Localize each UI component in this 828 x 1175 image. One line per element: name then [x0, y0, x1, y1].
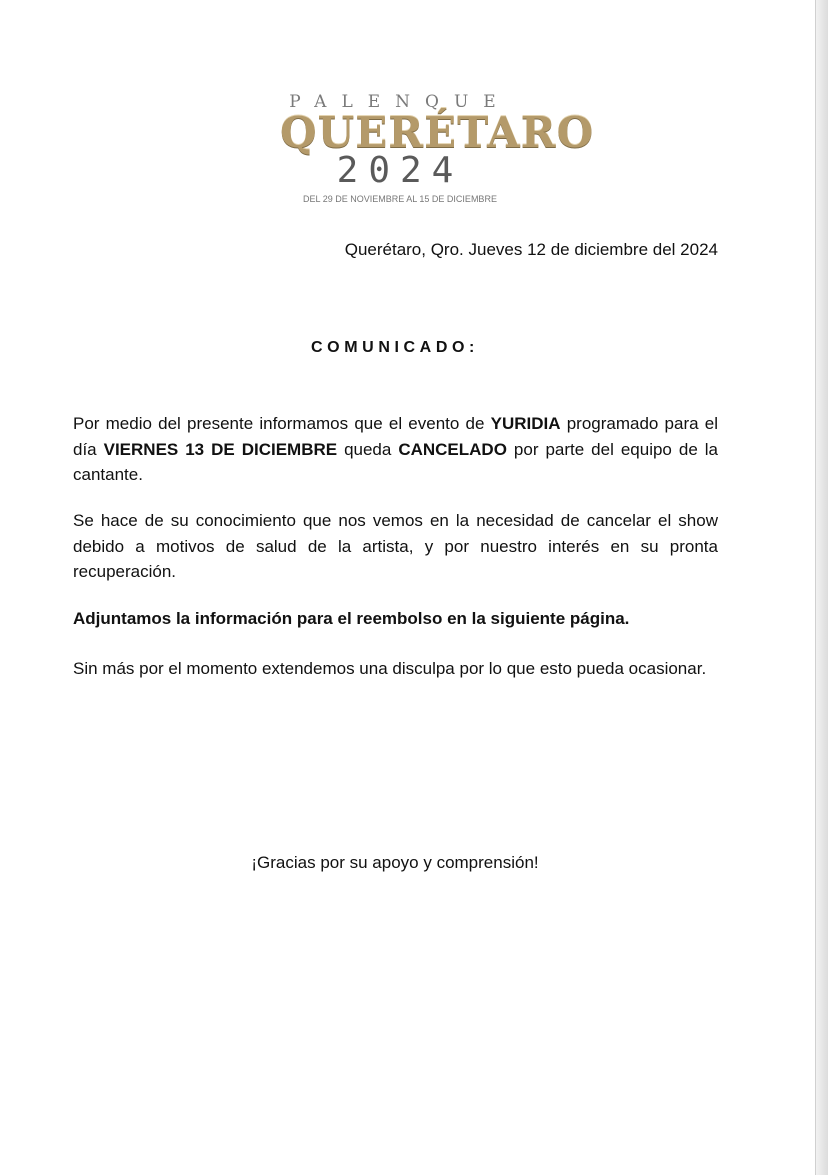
paragraph-text: por parte del equipo de la cantante.	[73, 439, 718, 484]
paragraph-text: Por medio del presente informamos que el evento de	[73, 414, 491, 433]
page-title: COMUNICADO:	[311, 339, 479, 356]
page-edge	[815, 0, 828, 1175]
paragraph-apology: Sin más por el momento extendemos una disculpa por lo que esto pueda ocasionar.	[73, 659, 707, 678]
logo-year-text: 2024	[336, 150, 464, 191]
paragraph-reason: Se hace de su conocimiento que nos vemos en la necesidad de cancelar el show debido a motivos de salud de la artista, y por nuestro interés en su pronta recuperación.	[73, 511, 718, 581]
paragraph-cancellation	[73, 411, 718, 488]
palenque-queretaro-logo	[280, 92, 595, 212]
event-date: VIERNES 13 DE DICIEMBRE	[103, 439, 338, 459]
paragraph-text: queda	[337, 439, 399, 459]
artist-name: YURIDIA	[490, 414, 561, 433]
paragraph-text: programado para el día	[73, 414, 718, 459]
status-cancelled: CANCELADO	[398, 439, 507, 459]
closing-line: ¡Gracias por su apoyo y comprensión!	[251, 853, 539, 872]
logo-top-text: PALENQUE	[289, 92, 511, 112]
logo-main-text: QUERÉTARO	[280, 108, 595, 157]
date-line: Querétaro, Qro. Jueves 12 de diciembre del 2024	[344, 240, 718, 259]
paragraph-refund-note: Adjuntamos la información para el reembolso en la siguiente página.	[73, 609, 630, 628]
logo-dates-text: DEL 29 DE NOVIEMBRE AL 15 DE DICIEMBRE	[303, 194, 497, 204]
